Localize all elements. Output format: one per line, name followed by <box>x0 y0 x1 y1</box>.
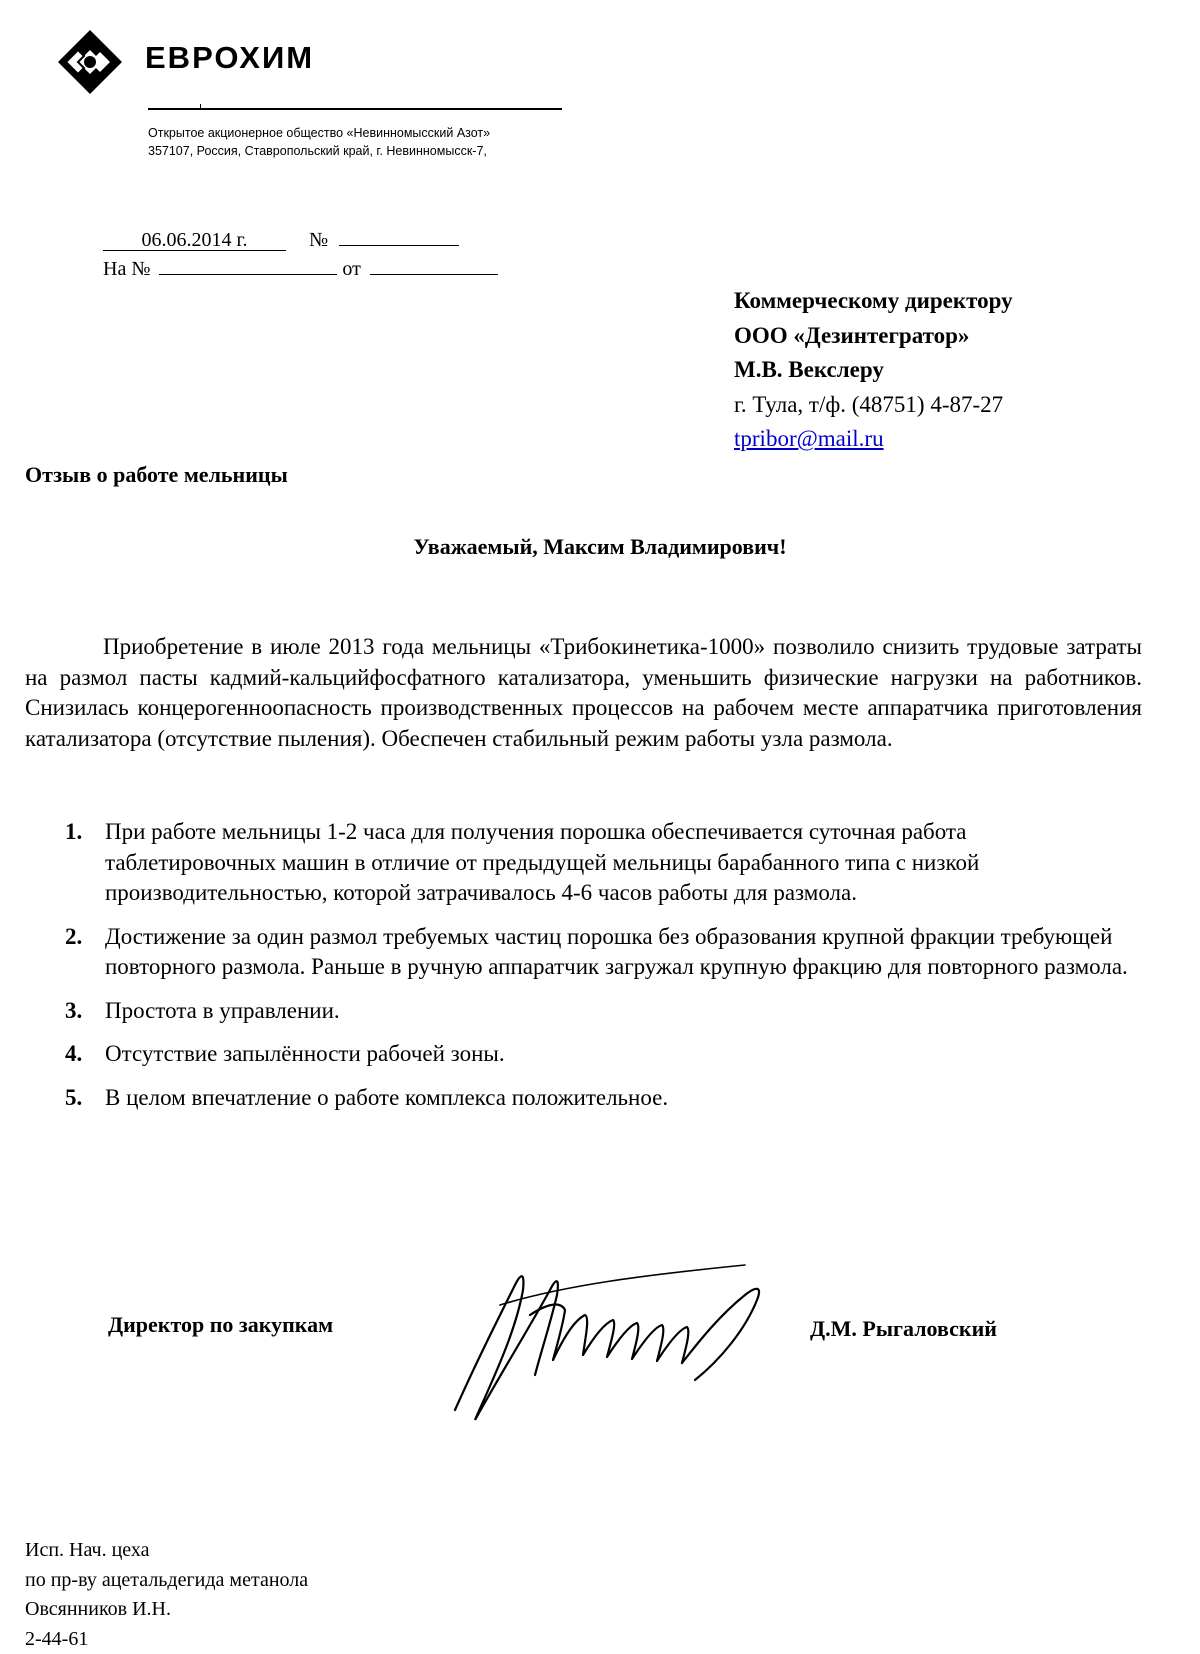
number-field <box>339 222 459 246</box>
list-item-text: Достижение за один размол требуемых частиц порошка без образования крупной фракции требующей повторного размола. Раньше в ручную аппаратчик загружал крупную фракцию для повторного размола. <box>105 924 1128 980</box>
addressee-email-link[interactable]: tpribor@mail.ru <box>734 426 884 451</box>
list-item-number: 3. <box>65 996 82 1027</box>
letter-greeting: Уважаемый, Максим Владимирович! <box>0 534 1200 560</box>
brand-name: ЕВРОХИМ <box>145 40 314 76</box>
list-item-number: 1. <box>65 817 82 848</box>
executor-phone: 2-44-61 <box>25 1625 308 1654</box>
company-info <box>148 124 490 160</box>
in-reply-label: На № <box>103 258 150 280</box>
list-item <box>25 1083 1142 1114</box>
from-label: от <box>342 258 360 280</box>
executor-position: Исп. Нач. цеха <box>25 1536 308 1566</box>
executor-department: по пр-ву ацетальдегида метанола <box>25 1566 308 1596</box>
registration-date-line <box>103 222 459 254</box>
list-item-text: В целом впечатление о работе комплекса положительное. <box>105 1085 668 1110</box>
body-paragraph: Приобретение в июле 2013 года мельницы «Трибокинетика-1000» позволило снизить трудовые затраты на размол пасты кадмий-кальцийфосфатного катализатора, уменьшить физические нагрузки на работников. Снизилась концерогенноопасность производственных процессов на рабочем месте аппаратчика приготовления катализатора (отсутствие пыления). Обеспечен стабильный режим работы узла размола. <box>25 632 1142 754</box>
list-item <box>25 817 1142 909</box>
list-item-text: Простота в управлении. <box>105 998 340 1023</box>
list-item <box>25 1039 1142 1070</box>
addressee-company: ООО «Дезинтегратор» <box>734 319 1013 354</box>
number-label: № <box>309 229 328 251</box>
list-item-number: 5. <box>65 1083 82 1114</box>
registration-date: 06.06.2014 г. <box>103 227 286 251</box>
in-reply-number-field <box>159 251 337 275</box>
header-divider <box>148 108 562 110</box>
signatory-name: Д.М. Рыгаловский <box>810 1316 997 1342</box>
executor-block <box>25 1536 308 1654</box>
addressee-contacts: г. Тула, т/ф. (48751) 4-87-27 <box>734 388 1013 423</box>
benefits-list <box>25 817 1142 1126</box>
addressee-name: М.В. Векслеру <box>734 353 1013 388</box>
addressee-block <box>734 284 1013 457</box>
addressee-position: Коммерческому директору <box>734 284 1013 319</box>
company-name: Открытое акционерное общество «Невинномысский Азот» <box>148 124 490 142</box>
executor-name: Овсянников И.Н. <box>25 1595 308 1625</box>
list-item-text: Отсутствие запылённости рабочей зоны. <box>105 1041 505 1066</box>
eurochem-logo-icon <box>56 28 124 96</box>
list-item-number: 2. <box>65 922 82 953</box>
letter-subject: Отзыв о работе мельницы <box>25 462 288 488</box>
handwritten-signature-icon <box>445 1245 775 1425</box>
list-item <box>25 996 1142 1027</box>
list-item-text: При работе мельницы 1-2 часа для получения порошка обеспечивается суточная работа таблетировочных машин в отличие от предыдущей мельницы барабанного типа с низкой производительностью, которой затрачивалось 4-6 часов работы для размола. <box>105 819 979 905</box>
in-reply-line <box>103 251 498 283</box>
list-item <box>25 922 1142 983</box>
signatory-title: Директор по закупкам <box>108 1312 333 1338</box>
company-address: 357107, Россия, Ставропольский край, г. Невинномысск-7, <box>148 142 490 160</box>
in-reply-date-field <box>370 251 498 275</box>
list-item-number: 4. <box>65 1039 82 1070</box>
